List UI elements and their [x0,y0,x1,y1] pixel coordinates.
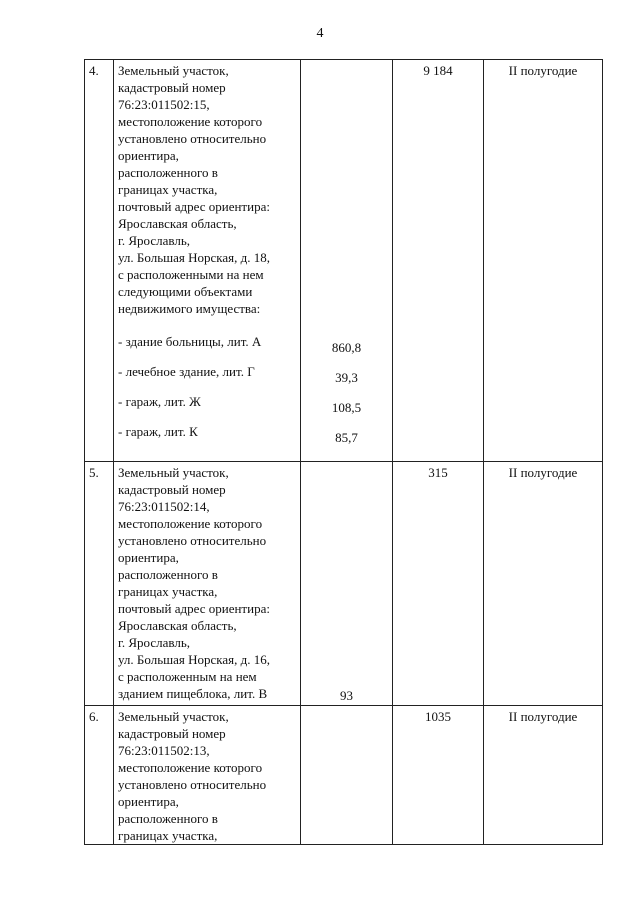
property-description [114,60,301,462]
object-label: - лечебное здание, лит. Г [118,364,255,379]
row-number: 4. [85,60,114,462]
area-list [301,339,392,459]
object-label: - здание больницы, лит. А [118,334,262,349]
description-line: кадастровый номер [118,726,226,741]
area-cell [301,60,393,462]
description-line: почтовый адрес ориентира: [118,199,270,214]
value-cell: 9 184 [393,60,484,462]
description-line: Земельный участок, [118,63,229,78]
area-cell [301,462,393,706]
description-line: с расположенным на нем [118,669,257,684]
description-line: расположенного в [118,811,218,826]
row-number: 6. [85,706,114,845]
description-line: расположенного в [118,567,218,582]
description-line: ориентира, [118,148,179,163]
description-line: кадастровый номер [118,80,226,95]
description-line: границах участка, [118,182,218,197]
object-area: 860,8 [331,340,362,355]
object-label: - гараж, лит. Ж [118,394,201,409]
description-line: почтовый адрес ориентира: [118,601,270,616]
description-line: границах участка, [118,828,218,843]
description-line: установлено относительно [118,533,267,548]
object-list [118,333,296,453]
description-line: зданием пищеблока, лит. В [118,686,268,701]
table-row-5 [85,462,603,706]
page-number: 4 [316,26,324,41]
row-number: 5. [85,462,114,706]
description-line: недвижимого имущества: [118,301,261,316]
description-line: местоположение которого [118,516,263,531]
object-label: - гараж, лит. К [118,424,198,439]
description-line: следующими объектами [118,284,253,299]
description-line: ул. Большая Норская, д. 18, [118,250,271,265]
description-line: Ярославская область, [118,216,237,231]
object-area: 85,7 [335,430,358,445]
property-table [84,59,603,845]
term-cell: II полугодие [484,60,603,462]
object-area: 39,3 [335,370,358,385]
description-line: 76:23:011502:15, [118,97,210,112]
table-row-4 [85,60,603,462]
description-line: границах участка, [118,584,218,599]
description-line: 76:23:011502:13, [118,743,210,758]
description-line: кадастровый номер [118,482,226,497]
property-description [114,462,301,706]
description-line: с расположенными на нем [118,267,264,282]
description-line: местоположение которого [118,760,263,775]
description-line: установлено относительно [118,777,267,792]
description-line: г. Ярославль, [118,635,191,650]
table-row-6 [85,706,603,845]
value-cell: 1035 [393,706,484,845]
description-line: ул. Большая Норская, д. 16, [118,652,271,667]
description-line: ориентира, [118,794,179,809]
area-cell [301,706,393,845]
object-area: 108,5 [331,400,362,415]
description-line: Ярославская область, [118,618,237,633]
description-line: установлено относительно [118,131,267,146]
property-description [114,706,301,845]
description-line: 76:23:011502:14, [118,499,210,514]
description-line: Земельный участок, [118,465,229,480]
value-cell: 315 [393,462,484,706]
description-line: местоположение которого [118,114,263,129]
description-line: Земельный участок, [118,709,229,724]
object-area: 93 [340,688,353,703]
description-line: ориентира, [118,550,179,565]
term-cell: II полугодие [484,462,603,706]
term-cell: II полугодие [484,706,603,845]
description-line: расположенного в [118,165,218,180]
description-line: г. Ярославль, [118,233,191,248]
